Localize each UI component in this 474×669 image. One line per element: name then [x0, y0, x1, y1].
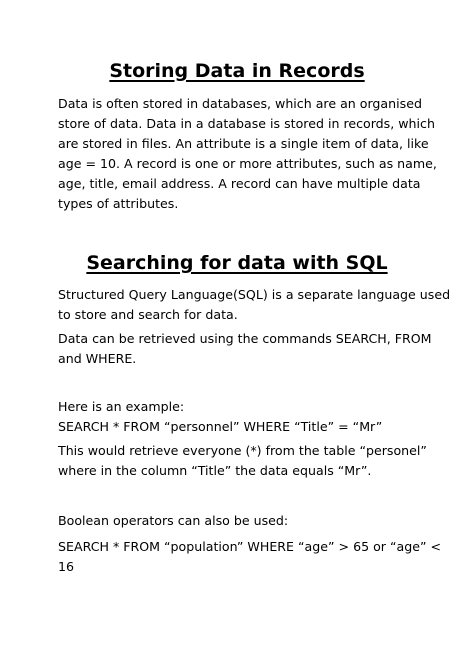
heading-storing-data: Storing Data in Records [109, 60, 365, 82]
example-block [58, 397, 420, 437]
paragraph-line: Structured Query Language(SQL) is a separate language used [58, 287, 451, 302]
paragraph-line: age = 10. A record is one or more attributes, such as name, [58, 156, 437, 171]
heading-searching-sql: Searching for data with SQL [86, 252, 388, 274]
paragraph-line: and WHERE. [58, 351, 137, 366]
paragraph-line: Data is often stored in databases, which are an organised [58, 96, 422, 111]
paragraph-line: where in the column “Title” the data equals “Mr”. [58, 463, 372, 478]
paragraph-line: 16 [58, 559, 75, 574]
example-label: Here is an example: [58, 399, 185, 414]
boolean-query [58, 537, 442, 577]
example-query: SEARCH * FROM “personnel” WHERE “Title” = “Mr” [58, 419, 383, 434]
paragraph-line: SEARCH * FROM “population” WHERE “age” > 65 or “age” < [58, 539, 442, 554]
paragraph-line: This would retrieve everyone (*) from the table “personel” [58, 443, 427, 458]
boolean-label [58, 511, 420, 531]
paragraph-line: age, title, email address. A record can have multiple data [58, 176, 421, 191]
paragraph-sql-retrieve [58, 329, 432, 369]
paragraph-line: Boolean operators can also be used: [58, 513, 289, 528]
paragraph-line: are stored in files. An attribute is a single item of data, like [58, 136, 429, 151]
paragraph-sql-intro [58, 285, 451, 325]
paragraph-line: Data can be retrieved using the commands SEARCH, FROM [58, 331, 432, 346]
paragraph-line: to store and search for data. [58, 307, 238, 322]
paragraph-line: store of data. Data in a database is stored in records, which [58, 116, 435, 131]
paragraph-line: types of attributes. [58, 196, 179, 211]
paragraph-example-explanation [58, 441, 427, 481]
paragraph-storing-data [58, 94, 437, 214]
